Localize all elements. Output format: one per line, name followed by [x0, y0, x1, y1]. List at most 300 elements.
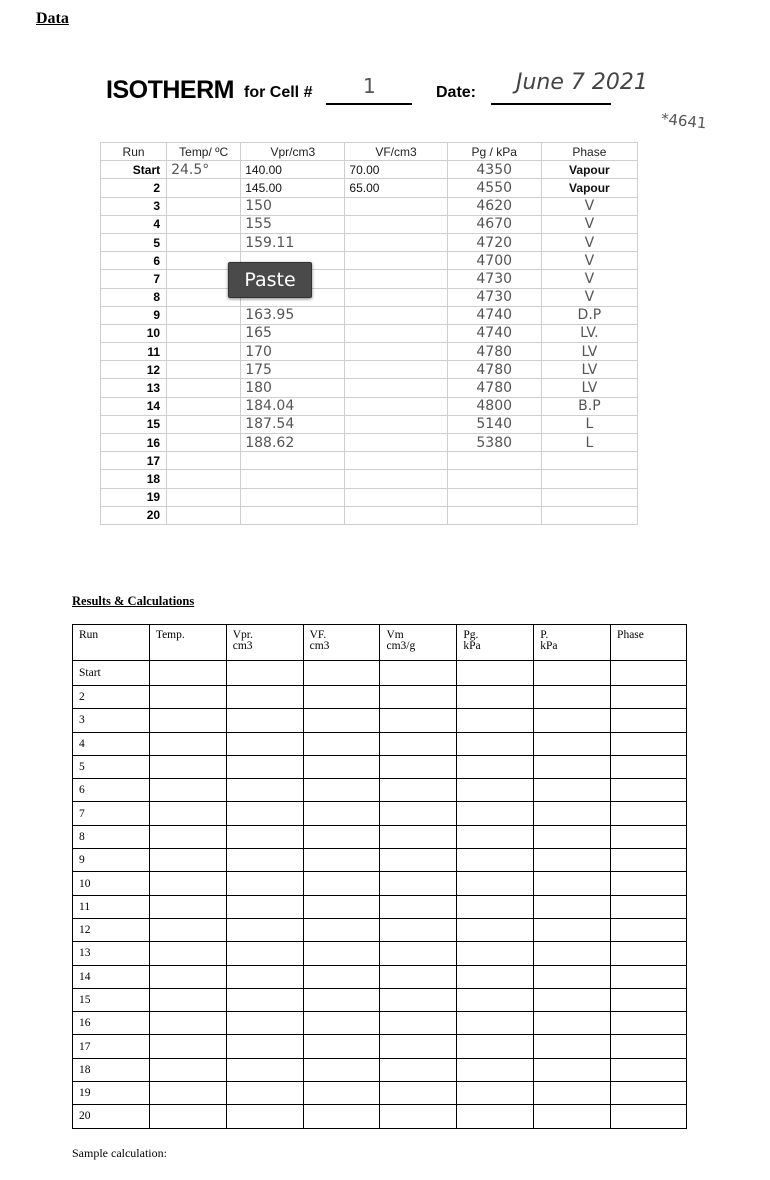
col-label: Pg. [463, 629, 479, 641]
results-p-cell[interactable] [534, 965, 611, 988]
vpr-cell: 155 [241, 215, 345, 233]
col-label: Phase [617, 629, 644, 641]
results-phase-cell[interactable] [611, 1012, 687, 1035]
pg-cell: 4670 [447, 215, 541, 233]
results-col-phase [611, 625, 687, 661]
results-vpr-cell[interactable] [226, 1082, 303, 1105]
results-header [73, 625, 687, 661]
date-value: June 7 2021 [516, 70, 648, 95]
results-temp-cell[interactable] [149, 849, 226, 872]
results-vpr-cell[interactable] [226, 895, 303, 918]
vpr-cell: 145.00 [241, 179, 345, 197]
col-vpr-header: Vpr/cm3 [241, 143, 345, 161]
results-temp-cell[interactable] [149, 942, 226, 965]
temp-cell [167, 233, 241, 251]
vpr-cell: 159.11 [241, 233, 345, 251]
results-vf-cell[interactable] [303, 732, 380, 755]
run-cell: 12 [101, 361, 167, 379]
results-phase-cell[interactable] [611, 1058, 687, 1081]
results-vf-cell[interactable] [303, 1012, 380, 1035]
table-row [101, 252, 638, 270]
results-vf-cell[interactable] [303, 895, 380, 918]
results-temp-cell[interactable] [149, 825, 226, 848]
results-row [73, 732, 687, 755]
results-run-cell: 7 [73, 802, 150, 825]
temp-cell [167, 197, 241, 215]
data-table-header [101, 143, 638, 161]
results-p-cell[interactable] [534, 1012, 611, 1035]
run-cell: 6 [101, 252, 167, 270]
results-vm-cell[interactable] [380, 895, 457, 918]
results-pg-cell[interactable] [457, 802, 534, 825]
results-vm-cell[interactable] [380, 1105, 457, 1128]
results-row [73, 988, 687, 1011]
temp-cell [167, 343, 241, 361]
results-p-cell[interactable] [534, 1082, 611, 1105]
results-run-cell: 13 [73, 942, 150, 965]
temp-cell [167, 361, 241, 379]
run-cell: 15 [101, 415, 167, 433]
phase-cell: D.P [541, 306, 637, 324]
results-pg-cell[interactable] [457, 895, 534, 918]
results-row [73, 779, 687, 802]
phase-cell: L [541, 415, 637, 433]
results-vpr-cell[interactable] [226, 918, 303, 941]
results-vf-cell[interactable] [303, 686, 380, 709]
vpr-cell [241, 488, 345, 506]
run-cell: 9 [101, 306, 167, 324]
pg-cell: 4780 [447, 343, 541, 361]
results-vf-cell[interactable] [303, 849, 380, 872]
results-vm-cell[interactable] [380, 872, 457, 895]
results-pg-cell[interactable] [457, 1012, 534, 1035]
results-pg-cell[interactable] [457, 779, 534, 802]
results-vm-cell[interactable] [380, 1012, 457, 1035]
results-vpr-cell[interactable] [226, 661, 303, 686]
phase-cell [541, 506, 637, 524]
temp-cell [167, 434, 241, 452]
results-phase-cell[interactable] [611, 779, 687, 802]
results-phase-cell[interactable] [611, 942, 687, 965]
phase-cell: V [541, 197, 637, 215]
results-phase-cell[interactable] [611, 825, 687, 848]
vpr-cell [241, 452, 345, 470]
results-row [73, 849, 687, 872]
results-p-cell[interactable] [534, 709, 611, 732]
results-p-cell[interactable] [534, 732, 611, 755]
phase-cell: V [541, 233, 637, 251]
results-vm-cell[interactable] [380, 661, 457, 686]
results-pg-cell[interactable] [457, 709, 534, 732]
results-row [73, 686, 687, 709]
pg-cell: 4740 [447, 324, 541, 342]
results-pg-cell[interactable] [457, 825, 534, 848]
results-col-vpr [226, 625, 303, 661]
results-col-p [534, 625, 611, 661]
results-vpr-cell[interactable] [226, 802, 303, 825]
results-pg-cell[interactable] [457, 1105, 534, 1128]
col-label: Run [79, 629, 99, 641]
results-vf-cell[interactable] [303, 942, 380, 965]
results-pg-cell[interactable] [457, 942, 534, 965]
col-vf-header: VF/cm3 [345, 143, 447, 161]
results-col-vf [303, 625, 380, 661]
phase-cell: L [541, 434, 637, 452]
results-row [73, 1105, 687, 1128]
results-run-cell: 3 [73, 709, 150, 732]
vf-cell [345, 233, 447, 251]
results-vf-cell[interactable] [303, 988, 380, 1011]
results-vm-cell[interactable] [380, 755, 457, 778]
results-temp-cell[interactable] [149, 872, 226, 895]
results-run-cell: 16 [73, 1012, 150, 1035]
results-vf-cell[interactable] [303, 755, 380, 778]
results-phase-cell[interactable] [611, 661, 687, 686]
temp-cell [167, 470, 241, 488]
results-title: Results & Calculations [72, 594, 195, 608]
isotherm-data-table [100, 142, 638, 525]
results-pg-cell[interactable] [457, 755, 534, 778]
run-cell: Start [101, 161, 167, 179]
vf-cell: 70.00 [345, 161, 447, 179]
pg-cell [447, 506, 541, 524]
results-run-cell: 4 [73, 732, 150, 755]
vpr-cell: 180 [241, 379, 345, 397]
results-p-cell[interactable] [534, 872, 611, 895]
cell-underline [326, 103, 412, 105]
results-vpr-cell[interactable] [226, 849, 303, 872]
vpr-cell: 150 [241, 197, 345, 215]
results-temp-cell[interactable] [149, 661, 226, 686]
results-vm-cell[interactable] [380, 686, 457, 709]
results-temp-cell[interactable] [149, 988, 226, 1011]
results-p-cell[interactable] [534, 661, 611, 686]
pg-cell [447, 470, 541, 488]
phase-cell: V [541, 252, 637, 270]
results-phase-cell[interactable] [611, 755, 687, 778]
temp-cell [167, 506, 241, 524]
results-p-cell[interactable] [534, 802, 611, 825]
temp-cell [167, 397, 241, 415]
results-temp-cell[interactable] [149, 1082, 226, 1105]
phase-cell: V [541, 270, 637, 288]
results-pg-cell[interactable] [457, 661, 534, 686]
results-run-cell: 15 [73, 988, 150, 1011]
results-temp-cell[interactable] [149, 1012, 226, 1035]
results-pg-cell[interactable] [457, 1082, 534, 1105]
results-phase-cell[interactable] [611, 732, 687, 755]
results-temp-cell[interactable] [149, 918, 226, 941]
run-cell: 14 [101, 397, 167, 415]
vf-cell [345, 506, 447, 524]
run-cell: 2 [101, 179, 167, 197]
col-label: Vm [386, 629, 404, 641]
phase-cell: LV. [541, 324, 637, 342]
table-row [101, 197, 638, 215]
results-row [73, 1082, 687, 1105]
vpr-cell: 175 [241, 361, 345, 379]
results-row [73, 1058, 687, 1081]
temp-cell [167, 488, 241, 506]
results-temp-cell[interactable] [149, 732, 226, 755]
vf-cell [345, 470, 447, 488]
results-vm-cell[interactable] [380, 942, 457, 965]
results-p-cell[interactable] [534, 918, 611, 941]
col-unit: cm3 [309, 640, 330, 652]
vf-cell: 65.00 [345, 179, 447, 197]
temp-cell: 24.5° [167, 161, 241, 179]
results-row [73, 1035, 687, 1058]
results-temp-cell[interactable] [149, 1058, 226, 1081]
table-row [101, 361, 638, 379]
results-pg-cell[interactable] [457, 732, 534, 755]
results-run-cell: 20 [73, 1105, 150, 1128]
run-cell: 16 [101, 434, 167, 452]
table-row [101, 506, 638, 524]
table-row [101, 343, 638, 361]
results-vf-cell[interactable] [303, 802, 380, 825]
vf-cell [345, 270, 447, 288]
results-vpr-cell[interactable] [226, 686, 303, 709]
results-p-cell[interactable] [534, 849, 611, 872]
results-vm-cell[interactable] [380, 849, 457, 872]
results-temp-cell[interactable] [149, 1105, 226, 1128]
results-vpr-cell[interactable] [226, 872, 303, 895]
results-vm-cell[interactable] [380, 825, 457, 848]
phase-cell: Vapour [541, 179, 637, 197]
section-title: Data [36, 10, 69, 27]
results-vpr-cell[interactable] [226, 1012, 303, 1035]
results-run-cell: 19 [73, 1082, 150, 1105]
temp-cell [167, 415, 241, 433]
temp-cell [167, 379, 241, 397]
col-unit: cm3 [232, 640, 253, 652]
results-run-cell: 12 [73, 918, 150, 941]
results-run-cell: 10 [73, 872, 150, 895]
vf-cell [345, 434, 447, 452]
results-vf-cell[interactable] [303, 1035, 380, 1058]
results-run-cell: 17 [73, 1035, 150, 1058]
results-phase-cell[interactable] [611, 1105, 687, 1128]
results-run-cell: 8 [73, 825, 150, 848]
run-cell: 19 [101, 488, 167, 506]
table-row [101, 288, 638, 306]
table-row [101, 434, 638, 452]
results-vm-cell[interactable] [380, 988, 457, 1011]
pg-cell: 4700 [447, 252, 541, 270]
temp-cell [167, 452, 241, 470]
results-pg-cell[interactable] [457, 686, 534, 709]
results-vpr-cell[interactable] [226, 779, 303, 802]
results-row [73, 918, 687, 941]
results-pg-cell[interactable] [457, 988, 534, 1011]
col-temp-header: Temp/ ºC [167, 143, 241, 161]
results-vpr-cell[interactable] [226, 988, 303, 1011]
table-row [101, 415, 638, 433]
vpr-cell: 170 [241, 343, 345, 361]
table-row [101, 270, 638, 288]
pg-cell: 4720 [447, 233, 541, 251]
results-row [73, 965, 687, 988]
scanned-isotherm-sheet [96, 62, 746, 537]
results-phase-cell[interactable] [611, 1082, 687, 1105]
vpr-cell [241, 506, 345, 524]
results-vf-cell[interactable] [303, 872, 380, 895]
pg-cell: 4730 [447, 270, 541, 288]
results-phase-cell[interactable] [611, 965, 687, 988]
results-vm-cell[interactable] [380, 732, 457, 755]
results-vf-cell[interactable] [303, 709, 380, 732]
results-vpr-cell[interactable] [226, 755, 303, 778]
results-row [73, 709, 687, 732]
sheet-header [106, 70, 736, 133]
col-unit: cm3/g [386, 640, 416, 652]
results-vm-cell[interactable] [380, 965, 457, 988]
results-vm-cell[interactable] [380, 779, 457, 802]
results-vf-cell[interactable] [303, 825, 380, 848]
results-vm-cell[interactable] [380, 918, 457, 941]
col-label: VF. [309, 629, 327, 641]
results-row [73, 661, 687, 686]
results-phase-cell[interactable] [611, 802, 687, 825]
results-vm-cell[interactable] [380, 802, 457, 825]
results-vf-cell[interactable] [303, 918, 380, 941]
results-temp-cell[interactable] [149, 755, 226, 778]
sheet-title: ISOTHERM [106, 76, 234, 104]
results-vf-cell[interactable] [303, 661, 380, 686]
col-unit: kPa [540, 640, 558, 652]
results-phase-cell[interactable] [611, 872, 687, 895]
results-p-cell[interactable] [534, 825, 611, 848]
paste-tooltip-button[interactable]: Paste [228, 262, 312, 298]
results-temp-cell[interactable] [149, 779, 226, 802]
col-label: Vpr. [232, 629, 253, 641]
table-row [101, 397, 638, 415]
results-temp-cell[interactable] [149, 895, 226, 918]
vpr-cell: 163.95 [241, 306, 345, 324]
vf-cell [345, 215, 447, 233]
results-p-cell[interactable] [534, 1058, 611, 1081]
results-vm-cell[interactable] [380, 1082, 457, 1105]
results-p-cell[interactable] [534, 895, 611, 918]
results-pg-cell[interactable] [457, 1058, 534, 1081]
results-col-vm [380, 625, 457, 661]
results-p-cell[interactable] [534, 686, 611, 709]
results-row [73, 1012, 687, 1035]
table-row [101, 324, 638, 342]
results-phase-cell[interactable] [611, 1035, 687, 1058]
temp-cell [167, 324, 241, 342]
results-table [72, 624, 687, 1129]
results-vpr-cell[interactable] [226, 732, 303, 755]
results-temp-cell[interactable] [149, 686, 226, 709]
results-phase-cell[interactable] [611, 849, 687, 872]
pg-cell: 4620 [447, 197, 541, 215]
results-p-cell[interactable] [534, 1105, 611, 1128]
results-vf-cell[interactable] [303, 1082, 380, 1105]
results-phase-cell[interactable] [611, 709, 687, 732]
results-vm-cell[interactable] [380, 709, 457, 732]
cell-label: for Cell # [244, 84, 313, 101]
run-cell: 10 [101, 324, 167, 342]
temp-cell [167, 179, 241, 197]
pg-cell: 4780 [447, 361, 541, 379]
results-pg-cell[interactable] [457, 849, 534, 872]
results-pg-cell[interactable] [457, 918, 534, 941]
results-vf-cell[interactable] [303, 1105, 380, 1128]
results-p-cell[interactable] [534, 1035, 611, 1058]
results-vf-cell[interactable] [303, 965, 380, 988]
results-p-cell[interactable] [534, 988, 611, 1011]
phase-cell: V [541, 288, 637, 306]
results-vf-cell[interactable] [303, 1058, 380, 1081]
vf-cell [345, 397, 447, 415]
results-phase-cell[interactable] [611, 686, 687, 709]
results-pg-cell[interactable] [457, 872, 534, 895]
table-row [101, 161, 638, 179]
results-vpr-cell[interactable] [226, 709, 303, 732]
results-vm-cell[interactable] [380, 1058, 457, 1081]
pg-cell: 5380 [447, 434, 541, 452]
results-run-cell: 11 [73, 895, 150, 918]
table-row [101, 179, 638, 197]
vpr-cell: 187.54 [241, 415, 345, 433]
results-phase-cell[interactable] [611, 918, 687, 941]
results-vpr-cell[interactable] [226, 942, 303, 965]
phase-cell: B.P [541, 397, 637, 415]
col-label: Temp. [155, 629, 185, 641]
results-row [73, 895, 687, 918]
results-phase-cell[interactable] [611, 988, 687, 1011]
results-p-cell[interactable] [534, 755, 611, 778]
results-temp-cell[interactable] [149, 965, 226, 988]
vf-cell [345, 306, 447, 324]
results-vpr-cell[interactable] [226, 965, 303, 988]
vpr-cell [241, 470, 345, 488]
results-temp-cell[interactable] [149, 1035, 226, 1058]
pg-cell: 4780 [447, 379, 541, 397]
results-temp-cell[interactable] [149, 709, 226, 732]
results-row [73, 802, 687, 825]
vf-cell [345, 252, 447, 270]
table-row [101, 488, 638, 506]
results-pg-cell[interactable] [457, 965, 534, 988]
results-phase-cell[interactable] [611, 895, 687, 918]
results-vpr-cell[interactable] [226, 1105, 303, 1128]
results-p-cell[interactable] [534, 942, 611, 965]
results-vf-cell[interactable] [303, 779, 380, 802]
vpr-cell: 184.04 [241, 397, 345, 415]
results-pg-cell[interactable] [457, 1035, 534, 1058]
results-run-cell: 2 [73, 686, 150, 709]
results-vm-cell[interactable] [380, 1035, 457, 1058]
table-row [101, 379, 638, 397]
results-temp-cell[interactable] [149, 802, 226, 825]
pg-cell [447, 452, 541, 470]
table-row [101, 233, 638, 251]
table-row [101, 306, 638, 324]
sample-calculation-label: Sample calculation: [72, 1146, 167, 1160]
pg-cell [447, 488, 541, 506]
results-vpr-cell[interactable] [226, 825, 303, 848]
phase-cell: LV [541, 361, 637, 379]
results-p-cell[interactable] [534, 779, 611, 802]
results-vpr-cell[interactable] [226, 1058, 303, 1081]
run-cell: 8 [101, 288, 167, 306]
phase-cell: LV [541, 343, 637, 361]
phase-cell [541, 470, 637, 488]
results-vpr-cell[interactable] [226, 1035, 303, 1058]
